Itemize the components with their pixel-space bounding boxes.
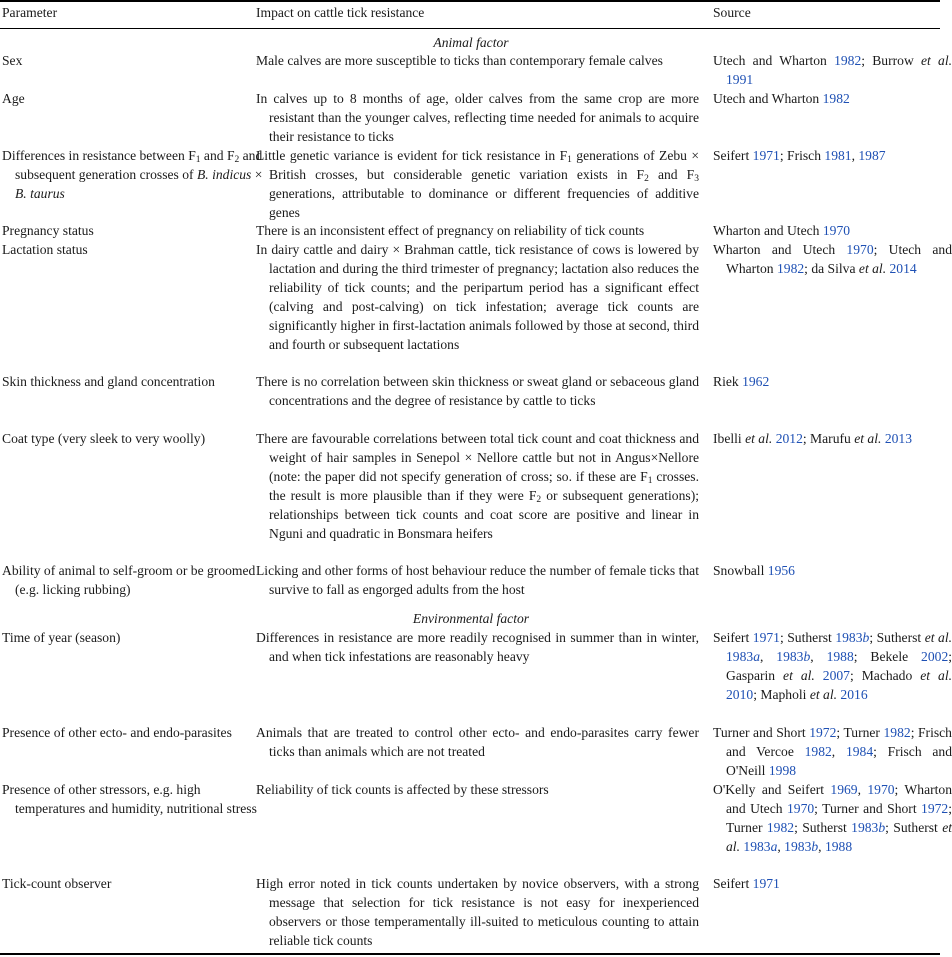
source-cell: Wharton and Utech 1970 <box>713 223 851 238</box>
impact-cell: There are favourable correlations between total tick count and coat thickness and weight of hair samples in Senepol × Nellore cattle but not in Angus×Nellore (note: the paper did not specify generation of cross; so. if these are $F_1$ crosses. the result is more plausible than if they were $F_2$ or subsequent generations); relationships between tick counts and coat score are positive and linear in Nguni and quadratic in Bonsmara heifers <box>256 431 699 541</box>
impact-cell: In calves up to 8 months of age, older calves from the same crop are more resistant than the younger calves, reflecting time needed for animals to acquire their resistance to ticks <box>256 91 699 144</box>
impact-cell: Reliability of tick counts is affected by these stressors <box>256 782 549 797</box>
source-cell: Seifert 1971 <box>713 876 780 891</box>
parameter-cell: Presence of other stressors, e.g. high temperatures and humidity, nutritional stress <box>2 782 257 816</box>
parameter-cell: Presence of other ecto- and endo-parasites <box>2 725 232 740</box>
impact-cell: Differences in resistance are more readily recognised in summer than in winter, and when tick infestations are reasonably heavy <box>256 630 699 664</box>
source-cell: Seifert 1971; Frisch 1981, 1987 <box>713 148 886 163</box>
impact-cell: High error noted in tick counts undertaken by novice observers, with a strong message that selection for tick resistance is not easy for inexperienced observers or those temperamentally ill-suited to meticulous counting to attain reliable tick counts <box>256 876 699 948</box>
source-cell: Seifert 1971; Sutherst 1983b; Sutherst et al. 1983a, 1983b, 1988; Bekele 2002; Gasparin et al. 2007; Machado et al. 2010; Mapholi et al. 2016 <box>713 630 952 702</box>
bottom-rule <box>0 953 940 955</box>
header-parameter: Parameter <box>2 5 58 20</box>
source-cell: Ibelli et al. 2012; Marufu et al. 2013 <box>713 431 912 446</box>
source-cell: Utech and Wharton 1982 <box>713 91 850 106</box>
impact-cell: Licking and other forms of host behaviour reduce the number of female ticks that survive to fall as engorged adults from the host <box>256 563 699 597</box>
parameter-cell: Time of year (season) <box>2 630 121 645</box>
impact-cell: In dairy cattle and dairy × Brahman cattle, tick resistance of cows is lowered by lactation and during the third trimester of pregnancy; lactation also reduces the reliability of tick counts; and the peripartum period has a significant effect (calving and post-calving) on tick infestation; average tick counts are significantly higher in first-lactation animals followed by those at second, third and fourth or subsequent lactations <box>256 242 699 352</box>
parameter-cell: Lactation status <box>2 242 88 257</box>
parameter-cell: Age <box>2 91 25 106</box>
parameter-cell: Tick-count observer <box>2 876 112 891</box>
source-cell: Snowball 1956 <box>713 563 795 578</box>
section-animal-label: Animal factor <box>433 35 509 50</box>
section-environmental-label: Environmental factor <box>412 611 530 626</box>
header-rule <box>0 28 940 29</box>
impact-cell: Animals that are treated to control other ecto- and endo-parasites carry fewer ticks than animals which are not treated <box>256 725 699 759</box>
header-impact: Impact on cattle tick resistance <box>256 5 425 20</box>
parameter-cell: Skin thickness and gland concentration <box>2 374 215 389</box>
parameter-cell: Coat type (very sleek to very woolly) <box>2 431 206 446</box>
source-cell: Utech and Wharton 1982; Burrow et al. 1991 <box>713 53 952 87</box>
header-source: Source <box>713 5 751 20</box>
impact-cell: Male calves are more susceptible to ticks than contemporary female calves <box>256 53 663 68</box>
source-cell: Wharton and Utech 1970; Utech and Wharton 1982; da Silva et al. 2014 <box>713 242 952 276</box>
impact-cell: There is no correlation between skin thickness or sweat gland or sebaceous gland concentrations and the degree of resistance by cattle to ticks <box>256 374 699 408</box>
top-rule <box>0 0 940 2</box>
impact-cell: Little genetic variance is evident for tick resistance in $F_1$ generations of Zebu × British crosses, but considerable genetic variation exists in $F_2$ and $F_3$ generations, attributable to dominance or different frequencies of additive genes <box>256 148 699 220</box>
parameter-cell: Pregnancy status <box>2 223 94 238</box>
parameter-cell: Differences in resistance between $F_1$ and $F_2$ and subsequent generation crosses of B. indicus × B. taurus <box>2 148 263 201</box>
parameter-cell: Sex <box>2 53 23 68</box>
source-cell: Riek 1962 <box>713 374 770 389</box>
source-cell: Turner and Short 1972; Turner 1982; Frisch and Vercoe 1982, 1984; Frisch and O'Neill 1998 <box>713 725 952 778</box>
impact-cell: There is an inconsistent effect of pregnancy on reliability of tick counts <box>256 223 645 238</box>
source-cell: O'Kelly and Seifert 1969, 1970; Wharton and Utech 1970; Turner and Short 1972; Turner 1982; Sutherst 1983b; Sutherst et al. 1983a, 1983b, 1988 <box>713 782 952 854</box>
parameter-cell: Ability of animal to self-groom or be groomed (e.g. licking rubbing) <box>2 563 256 597</box>
